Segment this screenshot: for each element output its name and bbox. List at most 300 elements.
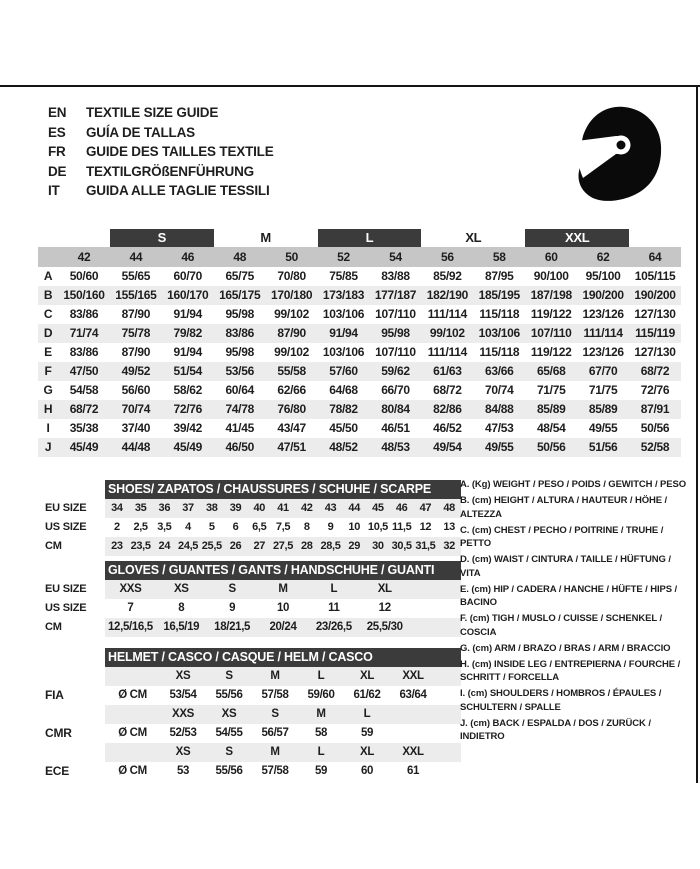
value-cell: 23,5 [130, 540, 151, 552]
size-table-row [38, 305, 681, 324]
value-cell: 43 [324, 502, 337, 514]
value-cell: XXS [172, 708, 194, 720]
size-value: 190/200 [582, 288, 624, 302]
value-cell: XL [360, 670, 374, 682]
size-value: 55/58 [277, 364, 306, 378]
size-value: 123/126 [582, 307, 624, 321]
size-value: 111/114 [583, 326, 623, 340]
value-cell: M [278, 583, 288, 595]
row-label: H [43, 402, 53, 416]
legend-item: E. (cm) HIP / CADERA / HANCHE / HÜFTE / HIPS / BACINO [460, 583, 678, 608]
value-cell: 47 [419, 502, 432, 514]
legend-item: F. (cm) TIGH / MUSLO / CUISSE / SCHENKEL / COSCIA [460, 613, 663, 638]
side-label: EU SIZE [45, 502, 87, 514]
size-value: 50/56 [536, 440, 566, 454]
value-cell: 61/62 [353, 689, 381, 701]
size-value: 105/115 [634, 269, 676, 283]
size-value: 91/94 [329, 326, 358, 340]
helmet-table-title: HELMET / CASCO / CASQUE / HELM / CASCO [105, 648, 461, 667]
row-label: G [43, 383, 53, 397]
value-cell: 8 [303, 521, 310, 533]
value-cell: 59 [314, 765, 328, 777]
shoes-row-labels [45, 499, 86, 556]
row-label: E [44, 345, 52, 359]
size-value: 50/60 [69, 269, 99, 283]
shoes-table [105, 480, 461, 556]
value-cell: S [271, 708, 279, 720]
top-border-line [0, 85, 700, 87]
size-value: 39/42 [173, 421, 203, 435]
size-value: 87/90 [121, 345, 151, 359]
size-table-row [38, 343, 681, 362]
shoes-table-body [105, 499, 461, 556]
shoes-table-body-row [105, 537, 461, 556]
size-value: 87/90 [121, 307, 151, 321]
helmet-table-body-row [105, 724, 461, 743]
size-value: 85/89 [588, 402, 618, 416]
textile-size-table [38, 229, 681, 457]
size-value: 37/40 [121, 421, 151, 435]
value-cell: XS [221, 708, 237, 720]
value-cell: 24,5 [178, 540, 199, 552]
value-cell: L [330, 583, 338, 595]
size-value: 78/82 [329, 402, 358, 416]
size-table-row [38, 400, 681, 419]
size-value: 103/106 [322, 307, 365, 321]
value-cell: 56/57 [261, 727, 289, 739]
size-value: 99/102 [274, 345, 310, 359]
size-value: 84/88 [485, 402, 514, 416]
size-value: 70/74 [121, 402, 151, 416]
value-cell: 12 [378, 602, 391, 614]
value-cell: 60 [360, 765, 374, 777]
size-column-header: 46 [181, 250, 195, 264]
size-value: 49/55 [485, 440, 514, 454]
size-value: 68/72 [69, 402, 99, 416]
value-cell: 10 [348, 521, 360, 533]
size-column-header: 54 [389, 250, 402, 264]
size-value: 165/175 [219, 288, 261, 302]
size-value: 115/118 [479, 307, 520, 321]
value-cell: 61 [406, 765, 420, 777]
size-value: 83/86 [225, 326, 254, 340]
language-code: FR [48, 144, 66, 160]
value-cell: 58 [314, 727, 328, 739]
value-cell: 25,5/30 [366, 621, 403, 633]
size-value: 46/52 [433, 421, 462, 435]
size-band-row [38, 229, 681, 247]
size-value: 95/100 [585, 269, 621, 283]
size-value: 49/55 [588, 421, 618, 435]
side-label: EU SIZE [45, 583, 87, 595]
value-cell: 38 [206, 502, 218, 514]
value-cell: 11,5 [391, 521, 412, 533]
value-cell: 63/64 [399, 689, 427, 701]
size-table-row [38, 381, 681, 400]
number-row-spacer [38, 247, 58, 267]
size-value: 48/53 [381, 440, 410, 454]
value-cell: 8 [178, 602, 185, 614]
size-table-body [38, 267, 681, 457]
value-cell: 20/24 [269, 621, 297, 633]
size-value: 115/119 [635, 326, 676, 340]
row-label: D [43, 326, 53, 340]
value-cell [390, 724, 436, 743]
size-value: 43/47 [277, 421, 306, 435]
value-cell: 35 [134, 502, 147, 514]
size-value: 83/88 [381, 269, 410, 283]
gloves-table-body-row [105, 618, 461, 637]
value-cell: M [270, 746, 280, 758]
size-value: 107/110 [375, 307, 416, 321]
size-value: 46/51 [381, 421, 410, 435]
value-cell: 23 [111, 540, 123, 552]
value-cell: 26 [229, 540, 242, 552]
size-value: 155/165 [115, 288, 157, 302]
legend-item: H. (cm) INSIDE LEG / ENTREPIERNA / FOURCHE / SCHRITT / FORCELLA [460, 658, 681, 683]
size-value: 59/62 [381, 364, 410, 378]
value-cell: 13 [443, 521, 455, 533]
size-value: 107/110 [375, 345, 416, 359]
value-cell: 7,5 [275, 521, 291, 533]
helmet-table-body-row [105, 743, 461, 762]
value-cell: 28,5 [320, 540, 341, 552]
size-band-l: L [318, 229, 422, 247]
value-cell: 37 [182, 502, 194, 514]
value-cell: 10 [276, 602, 290, 614]
value-cell: 46 [395, 502, 408, 514]
size-column-header: 60 [544, 250, 558, 264]
unit-cell: Ø CM [118, 689, 147, 701]
size-value: 150/160 [63, 288, 105, 302]
value-cell: 7 [127, 602, 134, 614]
band-leading-spacer [38, 229, 110, 247]
language-row [48, 162, 274, 182]
value-cell: XXL [402, 746, 424, 758]
value-cell: 32 [443, 540, 455, 552]
language-code: DE [48, 163, 67, 179]
size-value: 185/195 [478, 288, 520, 302]
size-value: 170/180 [270, 288, 313, 302]
size-value: 127/130 [634, 345, 676, 359]
size-value: 44/48 [121, 440, 151, 454]
value-cell: 3,5 [157, 521, 172, 533]
size-value: 95/98 [225, 307, 254, 321]
unit-cell [105, 705, 160, 724]
size-value: 57/60 [329, 364, 358, 378]
value-cell: 54/55 [215, 727, 243, 739]
value-cell: XS [173, 583, 189, 595]
value-cell: 27 [253, 540, 266, 552]
value-cell: 57/58 [261, 689, 289, 701]
size-value: 50/56 [640, 421, 670, 435]
language-list [48, 103, 274, 201]
size-value: 75/85 [329, 269, 358, 283]
side-label: US SIZE [45, 521, 87, 533]
side-label: CM [45, 540, 62, 552]
helmet-table [105, 648, 461, 781]
value-cell: 24 [158, 540, 171, 552]
size-value: 65/68 [536, 364, 566, 378]
size-value: 91/94 [173, 345, 203, 359]
size-column-header: 42 [77, 250, 91, 264]
size-value: 87/91 [640, 402, 670, 416]
legend-item: C. (cm) CHEST / PECHO / POITRINE / TRUHE / PETTO [460, 524, 664, 549]
shoes-table-body-row [105, 499, 461, 518]
row-label: I [46, 421, 50, 435]
value-cell: XXS [119, 583, 142, 595]
size-table-row [38, 286, 681, 305]
value-cell: 2 [113, 521, 120, 533]
band-trailing-spacer [629, 229, 681, 247]
gloves-table-body-row [105, 599, 461, 618]
size-value: 103/106 [478, 326, 520, 340]
value-cell: 39 [229, 502, 242, 514]
size-band-xxl: XXL [525, 229, 629, 247]
helmet-table-body [105, 667, 461, 781]
language-row [48, 181, 274, 201]
size-value: 95/98 [381, 326, 410, 340]
legend-item: D. (cm) WAIST / CINTURA / TAILLE / HÜFTUNG / VITA [460, 554, 671, 579]
racing-helmet-icon [572, 105, 664, 205]
size-value: 62/66 [277, 383, 306, 397]
size-value: 56/60 [121, 383, 151, 397]
legend-item: B. (cm) HEIGHT / ALTURA / HAUTEUR / HÖHE / ALTEZZA [460, 495, 668, 520]
unit-cell: Ø CM [118, 727, 147, 739]
size-value: 51/54 [173, 364, 203, 378]
value-cell: 2,5 [133, 521, 148, 533]
size-value: 99/102 [274, 307, 310, 321]
gloves-table-title: GLOVES / GUANTES / GANTS / HANDSCHUHE / GUANTI [105, 561, 461, 580]
size-value: 190/200 [634, 288, 676, 302]
size-value: 55/65 [121, 269, 151, 283]
unit-cell [105, 743, 160, 762]
size-number-row [38, 247, 681, 267]
language-label: GUÍA DE TALLAS [86, 124, 195, 140]
size-column-header: 56 [440, 250, 454, 264]
size-value: 45/49 [69, 440, 99, 454]
language-row [48, 142, 274, 162]
size-value: 177/187 [374, 288, 417, 302]
legend-item: J. (cm) BACK / ESPALDA / DOS / ZURÜCK / INDIETRO [460, 717, 651, 742]
value-cell: 12 [419, 521, 432, 533]
unit-cell: Ø CM [118, 765, 147, 777]
size-value: 119/122 [530, 307, 572, 321]
size-value: 83/86 [69, 307, 99, 321]
size-value: 65/75 [225, 269, 254, 283]
value-cell: 57/58 [261, 765, 289, 777]
measurement-legend [460, 478, 693, 746]
gloves-table-body-row [105, 580, 461, 599]
value-cell: M [316, 708, 326, 720]
size-value: 127/130 [634, 307, 676, 321]
row-label: J [44, 440, 52, 454]
value-cell: 40 [253, 502, 266, 514]
value-cell: 42 [300, 502, 313, 514]
size-value: 182/190 [426, 288, 468, 302]
size-column-header: 50 [285, 250, 298, 264]
size-table-row [38, 324, 681, 343]
size-value: 70/80 [277, 269, 306, 283]
size-column-header: 48 [233, 250, 247, 264]
row-label: C [43, 307, 53, 321]
size-value: 83/86 [69, 345, 99, 359]
helmet-table-body-row [105, 762, 461, 781]
gloves-table-body [105, 580, 461, 637]
size-column-header: 64 [648, 250, 662, 264]
row-label: A [43, 269, 53, 283]
value-cell: XL [377, 583, 392, 595]
size-value: 35/38 [69, 421, 99, 435]
value-cell: 30 [372, 540, 384, 552]
size-column-header: 44 [129, 250, 143, 264]
right-border-line [696, 85, 698, 783]
value-cell: 55/56 [215, 689, 243, 701]
size-value: 173/183 [322, 288, 365, 302]
gloves-table [105, 561, 461, 637]
size-band-m: M [260, 230, 271, 245]
value-cell: 16,5/19 [163, 621, 200, 633]
side-label [45, 705, 72, 724]
helmet-table-body-row [105, 705, 461, 724]
size-value: 103/106 [322, 345, 365, 359]
size-value: 85/92 [433, 269, 462, 283]
size-value: 47/53 [485, 421, 514, 435]
value-cell: 5 [208, 521, 215, 533]
value-cell: S [225, 670, 233, 682]
size-value: 99/102 [429, 326, 465, 340]
value-cell: XS [175, 746, 191, 758]
value-cell: 45 [372, 502, 384, 514]
size-value: 67/70 [588, 364, 618, 378]
value-cell: 52/53 [169, 727, 197, 739]
size-value: 72/76 [173, 402, 203, 416]
value-cell: 48 [443, 502, 455, 514]
language-row [48, 123, 274, 143]
legend-item: A. (Kg) WEIGHT / PESO / POIDS / GEWITCH / PESO [460, 479, 687, 490]
value-cell: 11 [328, 602, 340, 614]
size-column-header: 52 [337, 250, 350, 264]
size-value: 115/118 [479, 345, 520, 359]
value-cell: 53/54 [169, 689, 197, 701]
size-value: 75/78 [121, 326, 151, 340]
shoes-table-body-row [105, 518, 461, 537]
size-value: 49/54 [433, 440, 462, 454]
size-value: 74/78 [225, 402, 254, 416]
size-table-row [38, 362, 681, 381]
value-cell: 10,5 [367, 521, 388, 533]
helmet-table-body-row [105, 686, 461, 705]
value-cell: 9 [229, 602, 236, 614]
size-value: 61/63 [433, 364, 462, 378]
side-label: CMR [45, 726, 72, 740]
value-cell: L [317, 670, 325, 682]
size-band-s: S [110, 229, 214, 247]
size-value: 85/89 [536, 402, 566, 416]
size-value: 47/50 [69, 364, 99, 378]
size-value: 123/126 [582, 345, 624, 359]
size-value: 68/72 [640, 364, 670, 378]
language-code: ES [48, 124, 66, 140]
size-value: 80/84 [381, 402, 410, 416]
size-value: 76/80 [277, 402, 306, 416]
value-cell: S [225, 746, 233, 758]
size-value: 95/98 [225, 345, 254, 359]
value-cell: 23/26,5 [315, 621, 352, 633]
legend-item: I. (cm) SHOULDERS / HOMBROS / ÉPAULES / SCHULTERN / SPALLE [460, 688, 662, 713]
unit-cell [105, 667, 160, 686]
side-label [45, 743, 72, 762]
size-value: 58/62 [173, 383, 203, 397]
value-cell: 31,5 [415, 540, 436, 552]
language-row [48, 103, 274, 123]
size-table-row [38, 419, 681, 438]
value-cell: 36 [158, 502, 171, 514]
size-value: 48/52 [329, 440, 358, 454]
size-value: 45/49 [173, 440, 203, 454]
size-value: 64/68 [329, 383, 358, 397]
size-value: 71/74 [69, 326, 99, 340]
value-cell: 30,5 [391, 540, 412, 552]
side-label: ECE [45, 764, 70, 778]
value-cell: 28 [300, 540, 313, 552]
value-cell: 9 [327, 521, 334, 533]
value-cell: 12,5/16,5 [108, 621, 153, 633]
size-value: 119/122 [530, 345, 572, 359]
size-column-header: 62 [596, 250, 610, 264]
size-value: 111/114 [427, 345, 468, 359]
size-value: 54/58 [69, 383, 99, 397]
value-cell: 4 [185, 521, 191, 533]
value-cell: 6 [232, 521, 239, 533]
size-table-row [38, 267, 681, 286]
size-value: 68/72 [433, 383, 462, 397]
side-label: CM [45, 621, 62, 633]
size-value: 111/114 [427, 307, 468, 321]
value-cell: 25,5 [201, 540, 222, 552]
size-value: 187/198 [530, 288, 572, 302]
size-value: 45/50 [329, 421, 358, 435]
size-value: 46/50 [225, 440, 254, 454]
value-cell: 34 [111, 502, 123, 514]
side-label: FIA [45, 688, 64, 702]
language-label: TEXTILGRÖßENFÜHRUNG [86, 163, 254, 179]
value-cell: L [317, 746, 325, 758]
size-value: 53/56 [225, 364, 254, 378]
size-value: 160/170 [167, 288, 209, 302]
value-cell: 59/60 [307, 689, 335, 701]
helmet-table-body-row [105, 667, 461, 686]
size-value: 87/90 [277, 326, 306, 340]
value-cell: XL [360, 746, 374, 758]
size-value: 49/52 [121, 364, 151, 378]
value-cell: XS [175, 670, 191, 682]
value-cell [390, 705, 436, 724]
size-value: 66/70 [381, 383, 410, 397]
value-cell: 27,5 [272, 540, 293, 552]
value-cell: 29 [348, 540, 360, 552]
size-value: 72/76 [640, 383, 670, 397]
size-value: 79/82 [173, 326, 203, 340]
size-band-xl: XL [465, 230, 482, 245]
side-label: US SIZE [45, 602, 87, 614]
size-column-header: 58 [492, 250, 506, 264]
value-cell: 6,5 [252, 521, 267, 533]
size-value: 82/86 [433, 402, 462, 416]
language-code: EN [48, 105, 67, 121]
size-value: 60/70 [173, 269, 203, 283]
row-label: B [43, 288, 53, 302]
